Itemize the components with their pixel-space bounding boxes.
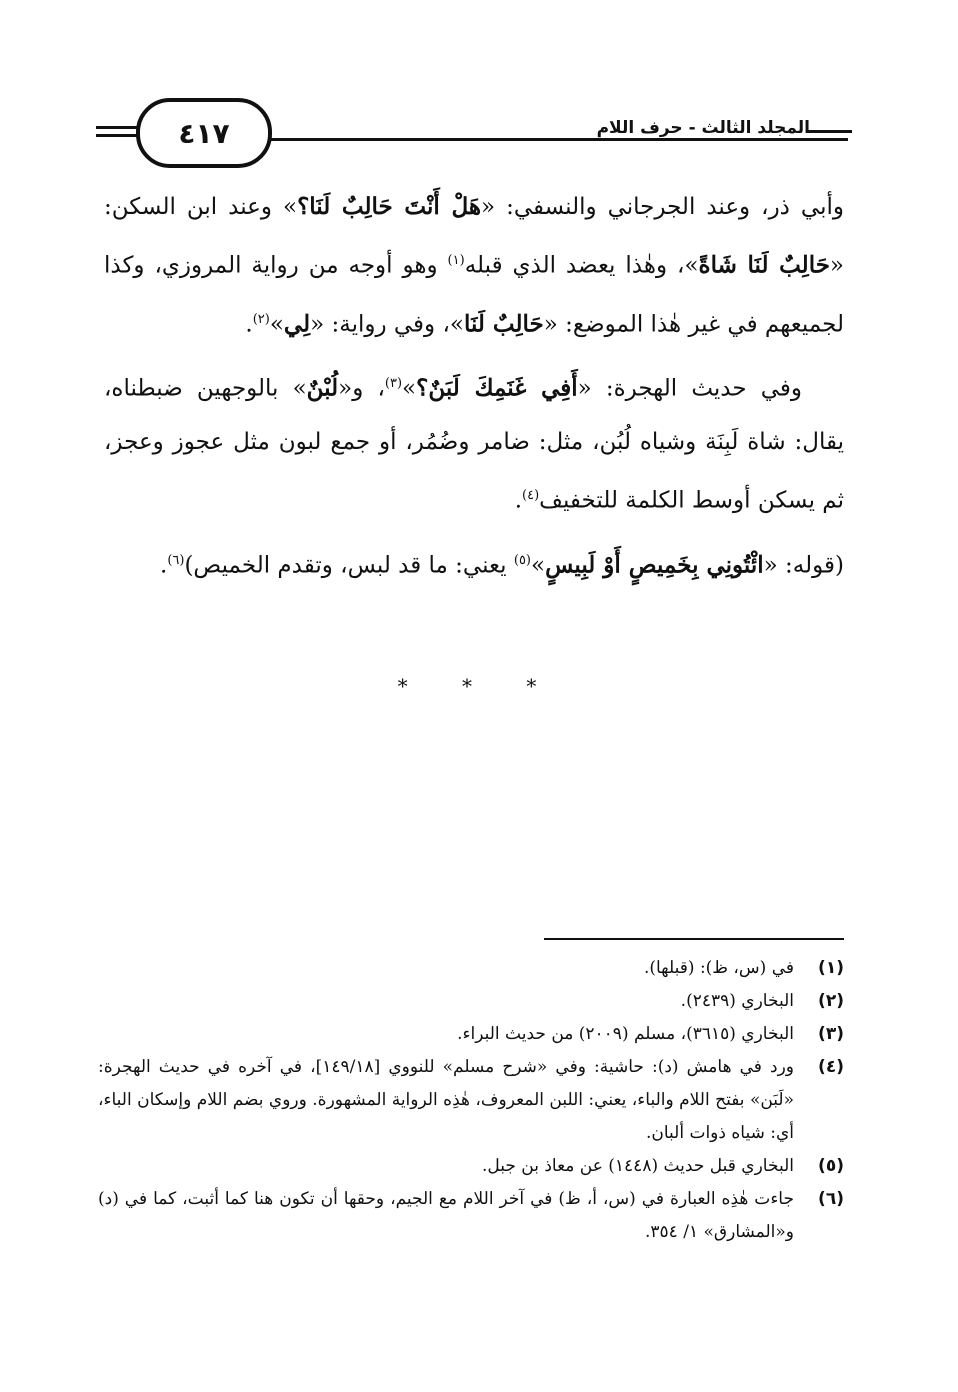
footnote-number: (٥)	[818, 1156, 844, 1176]
page-header	[96, 96, 852, 172]
section-separator: * * *	[397, 674, 561, 698]
footnote-item	[98, 985, 844, 1018]
footnote-text: البخاري (٢٤٣٩).	[680, 991, 794, 1011]
footnote-item	[98, 1051, 844, 1150]
text-span: .	[245, 311, 253, 338]
hadith-quote: لُبْنٌ	[306, 374, 339, 402]
hadith-quote: أَفِي غَنَمِكَ لَبَنٌ؟	[416, 374, 578, 402]
footnote-number: (١)	[818, 958, 844, 978]
hadith-quote: هَلْ أَنْتَ حَالِبٌ لَنَا؟	[297, 193, 482, 220]
text-span: »، وفي رواية: «	[310, 311, 464, 338]
footnote-number: (٣)	[818, 1024, 844, 1044]
text-span: » وعند ابن السكن: «	[104, 194, 844, 279]
footnote-ref: (١)	[447, 253, 465, 268]
footnote-text: في (س، ظ): (قبلها).	[643, 958, 794, 978]
footnote-ref: (٢)	[252, 311, 270, 327]
footnote-text: البخاري (٣٦١٥)، مسلم (٢٠٠٩) من حديث البراء.	[457, 1024, 794, 1044]
hadith-quote: لِي	[283, 310, 311, 338]
text-span: .	[514, 487, 523, 514]
page-number-badge	[136, 98, 272, 168]
footnote-ref: (٤)	[522, 487, 540, 503]
footnote-number: (٢)	[818, 991, 844, 1011]
header-rule-right	[268, 138, 848, 141]
footnote-text: البخاري قبل حديث (١٤٤٨) عن معاذ بن جبل.	[481, 1156, 794, 1176]
footnote-item	[98, 1150, 844, 1183]
text-span: ، و«	[338, 375, 385, 402]
paragraph-1	[104, 180, 844, 351]
footnote-item	[98, 1183, 844, 1249]
text-span: »، وهٰذا يعضد الذي قبله	[464, 252, 699, 279]
footnote-ref: (٣)	[384, 376, 403, 392]
text-span: وأبي ذر، وعند الجرجاني والنسفي: «	[481, 194, 844, 220]
main-text	[104, 180, 844, 598]
footnote-number: (٦)	[818, 1189, 844, 1209]
text-span: »	[531, 552, 546, 579]
text-span: » بالوجهين ضبطناه، يقال: شاة لَبِنَة وشياه لُبُن، مثل: ضامر وضُمُر، أو جمع لبون مثل عجوز وعجز، ثم يسكن أوسط الكلمة للتخفيف	[104, 375, 844, 514]
hadith-quote: حَالِبٌ لَنَا	[463, 310, 544, 338]
paragraph-2	[104, 357, 844, 527]
text-span: »	[269, 311, 284, 338]
running-title: المجلد الثالث - حرف اللام	[596, 118, 810, 138]
hadith-quote: حَالِبٌ لَنَا شَاةً	[698, 251, 830, 279]
footnote-item	[98, 952, 844, 985]
text-span: .	[160, 552, 168, 579]
paragraph-3	[104, 534, 844, 593]
footnotes	[98, 952, 844, 1249]
footnote-ref: (٥)	[513, 552, 531, 568]
footnote-number: (٤)	[818, 1057, 844, 1077]
hadith-quote: ائْتُونِي بِخَمِيصٍ أَوْ لَبِيسٍ	[545, 551, 764, 579]
text-span: وهو أوجه من رواية المروزي، وكذا لجميعهم في غير هٰذا الموضع: «	[104, 252, 844, 338]
text-span: وفي حديث الهجرة: «	[577, 375, 802, 402]
footnote-item	[98, 1018, 844, 1051]
header-rule-right-end	[808, 130, 852, 133]
text-span: يعني: ما قد لبس، وتقدم الخميص)	[184, 552, 514, 579]
footnote-text: ورد في هامش (د): حاشية: وفي «شرح مسلم» للنووي [١٤٩/١٨]، في آخره في حديث الهجرة: «لَبَن» بفتح اللام والباء، يعني: اللبن المعروف، هٰذِه الرواية المشهورة. وروي بضم اللام وإسكان الباء، أي: شياه ذوات ألبان.	[98, 1057, 794, 1143]
footnote-ref: (٦)	[167, 552, 185, 568]
page-number: ٤١٧	[178, 116, 230, 150]
footnote-text: جاءت هٰذِه العبارة في (س، أ، ظ) في آخر اللام مع الجيم، وحقها أن تكون هنا كما أثبت، كما في (د) و«المشارق» ١/ ٣٥٤.	[98, 1189, 794, 1242]
text-span: »	[402, 375, 417, 402]
footnote-divider	[544, 938, 844, 940]
text-span: (قوله: «	[763, 552, 844, 579]
